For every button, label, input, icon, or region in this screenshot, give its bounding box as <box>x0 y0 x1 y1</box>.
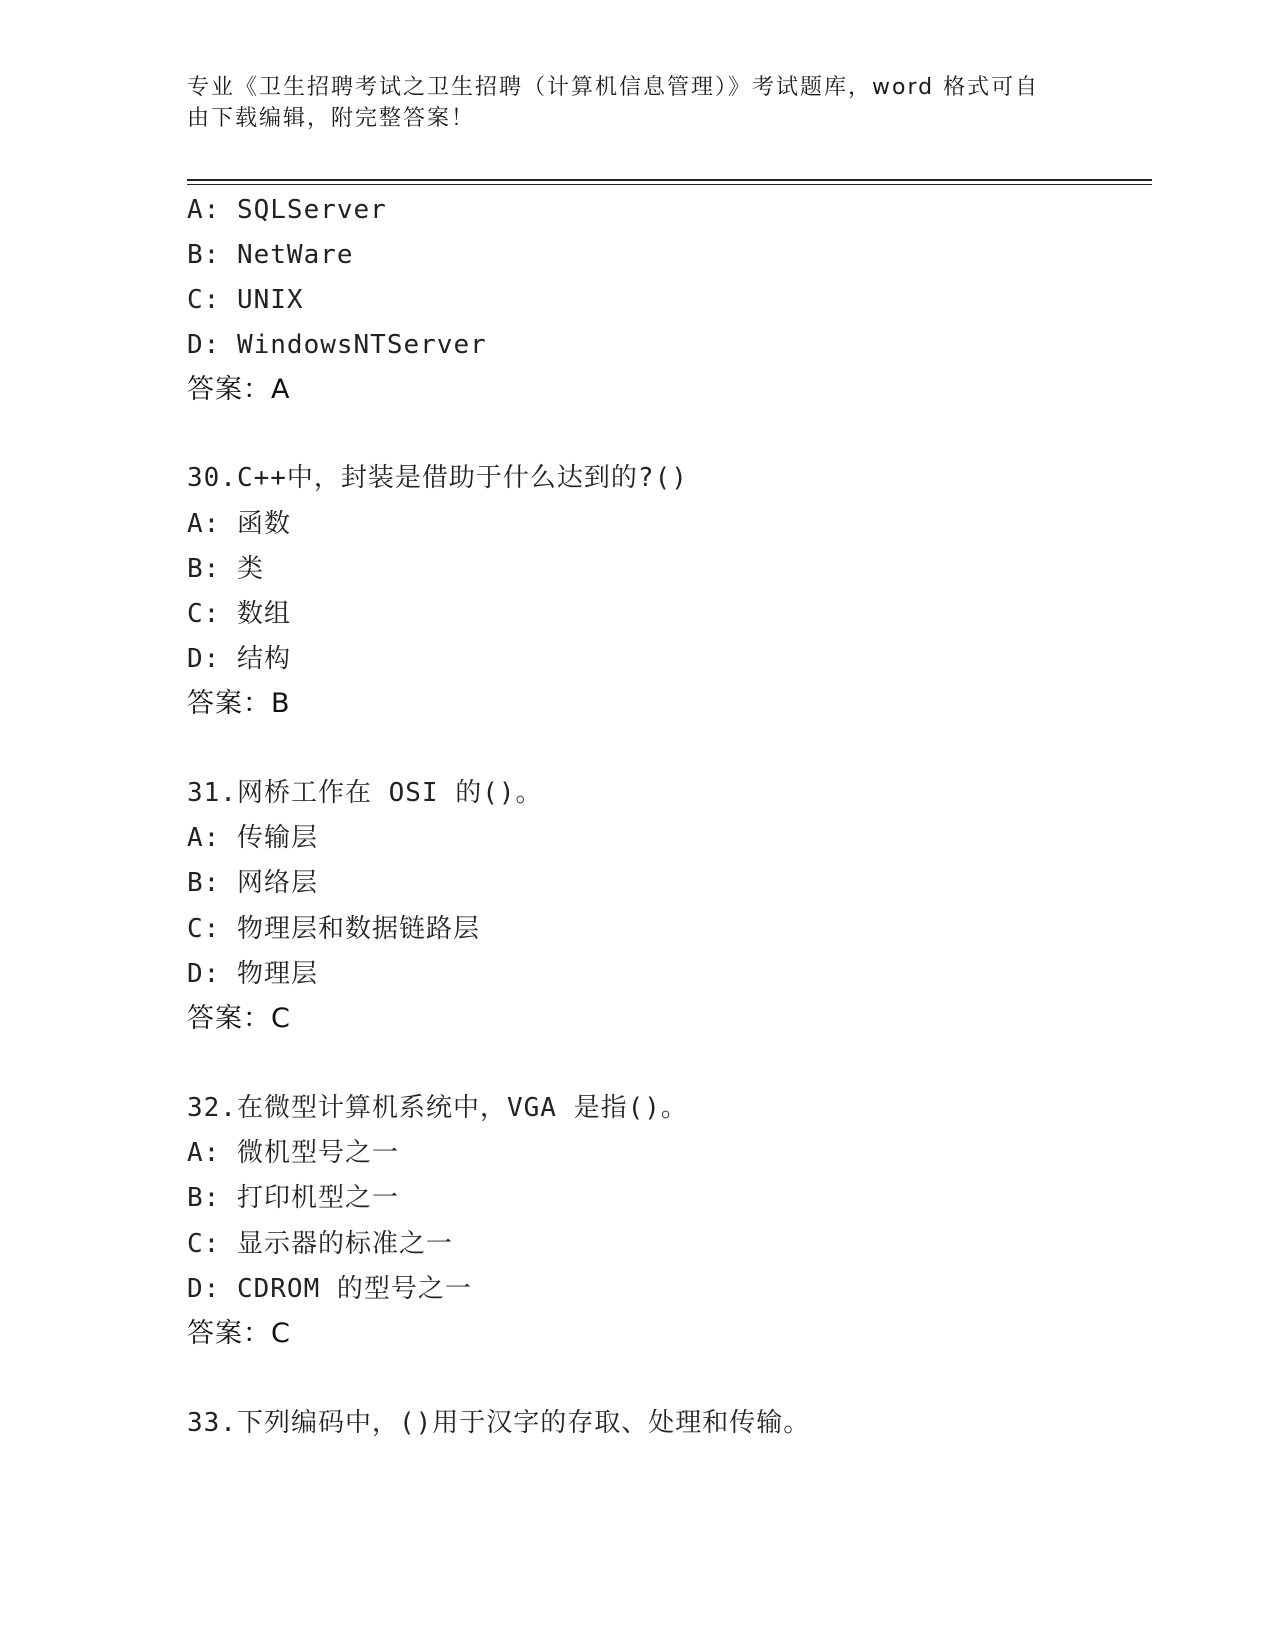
q31-question: 31.网桥工作在 OSI 的()。 <box>187 778 543 808</box>
q30-answer: 答案：B <box>187 688 291 719</box>
q30-option-d: D: 结构 <box>187 644 291 674</box>
q29-option-c: C: UNIX <box>187 285 304 315</box>
q31-option-b: B: 网络层 <box>187 868 318 898</box>
q32-option-d: D: CDROM 的型号之一 <box>187 1274 472 1304</box>
q31-option-d: D: 物理层 <box>187 959 318 989</box>
q32-answer: 答案：C <box>187 1318 291 1349</box>
q32-option-c: C: 显示器的标准之一 <box>187 1229 453 1259</box>
q31-option-c: C: 物理层和数据链路层 <box>187 914 480 944</box>
header-divider-thin <box>187 184 1152 185</box>
header-line-2: 由下载编辑，附完整答案！ <box>187 106 476 131</box>
q32-question: 32.在微型计算机系统中，VGA 是指()。 <box>187 1093 688 1123</box>
q32-option-a: A: 微机型号之一 <box>187 1138 399 1168</box>
q30-option-a: A: 函数 <box>187 509 291 539</box>
q30-option-c: C: 数组 <box>187 599 291 629</box>
q30-question: 30.C++中，封装是借助于什么达到的?() <box>187 463 688 493</box>
q31-option-a: A: 传输层 <box>187 823 318 853</box>
document-header <box>187 72 1067 134</box>
q33-question: 33.下列编码中，()用于汉字的存取、处理和传输。 <box>187 1408 811 1438</box>
q29-option-a: A: SQLServer <box>187 195 387 225</box>
header-divider-thick <box>187 179 1152 181</box>
q32-option-b: B: 打印机型之一 <box>187 1183 399 1213</box>
q29-answer: 答案：A <box>187 374 291 405</box>
header-line-1: 专业《卫生招聘考试之卫生招聘（计算机信息管理）》考试题库，word 格式可自 <box>187 75 1040 100</box>
q29-option-d: D: WindowsNTServer <box>187 330 487 360</box>
q29-option-b: B: NetWare <box>187 240 354 270</box>
q30-option-b: B: 类 <box>187 554 264 584</box>
q31-answer: 答案：C <box>187 1003 291 1034</box>
